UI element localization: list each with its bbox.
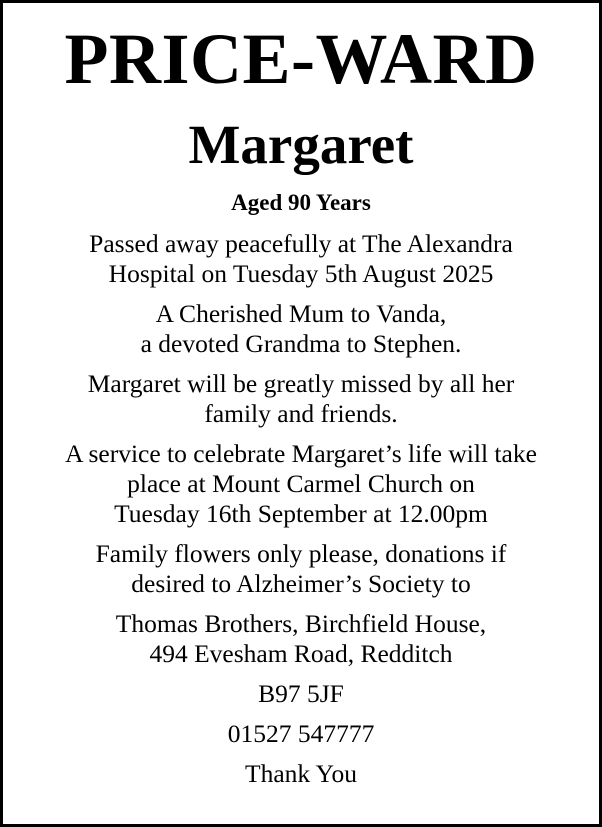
service-paragraph: [3, 439, 599, 529]
text-line: Thank You: [245, 759, 357, 788]
text-line: B97 5JF: [258, 679, 344, 708]
text-line: Margaret will be greatly missed by all her: [87, 369, 515, 398]
text-line: A service to celebrate Margaret’s life will take: [65, 439, 537, 468]
notice-body: [3, 229, 599, 799]
passing-paragraph: [3, 229, 599, 289]
age-line: Aged 90 Years: [231, 190, 371, 215]
text-line: Thomas Brothers, Birchfield House,: [115, 609, 487, 638]
text-line: Hospital on Tuesday 5th August 2025: [108, 259, 494, 288]
text-line: Tuesday 16th September at 12.00pm: [114, 499, 488, 528]
text-line: a devoted Grandma to Stephen.: [140, 329, 462, 358]
missed-paragraph: [3, 369, 599, 429]
text-line: place at Mount Carmel Church on: [127, 469, 475, 498]
phone-number: [3, 719, 599, 749]
text-line: desired to Alzheimer’s Society to: [131, 569, 471, 598]
flowers-paragraph: [3, 539, 599, 599]
text-line: family and friends.: [204, 399, 398, 428]
closing-thanks: [3, 759, 599, 789]
text-line: Passed away peacefully at The Alexandra: [89, 229, 513, 258]
text-line: A Cherished Mum to Vanda,: [155, 299, 447, 328]
text-line: 494 Evesham Road, Redditch: [149, 639, 453, 668]
surname-heading: PRICE-WARD: [64, 19, 538, 99]
family-paragraph: [3, 299, 599, 359]
forename-heading: Margaret: [188, 114, 414, 175]
funeral-director-address: [3, 609, 599, 669]
text-line: Family flowers only please, donations if: [95, 539, 507, 568]
postcode: [3, 679, 599, 709]
text-line: 01527 547777: [227, 719, 375, 748]
